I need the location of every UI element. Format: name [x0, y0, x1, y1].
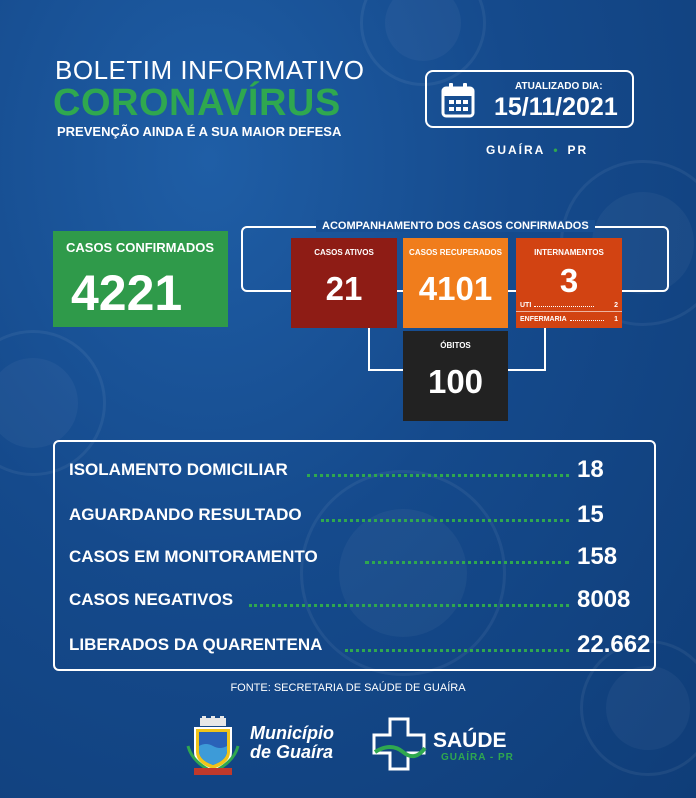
- stat-row: [69, 586, 640, 612]
- stat-row: [69, 631, 651, 658]
- stat-value: 15: [577, 501, 604, 528]
- active-cases-card: [291, 238, 397, 328]
- health-logo-subtitle: GUAÍRA - PR: [441, 752, 514, 763]
- stat-row: [69, 456, 640, 482]
- stat-value: 22.662: [577, 631, 651, 658]
- location: [486, 143, 588, 157]
- city-name: GUAÍRA: [486, 143, 546, 157]
- stat-label: ISOLAMENTO DOMICILIAR: [69, 460, 288, 479]
- stat-label: LIBERADOS DA QUARENTENA: [69, 635, 323, 654]
- ward-label: ENFERMARIA: [520, 316, 567, 323]
- stat-row: [69, 543, 640, 569]
- hospitalized-card: [516, 238, 622, 328]
- stat-dots: [321, 519, 569, 522]
- active-value: 21: [325, 270, 363, 307]
- municipality-line1: Município: [250, 723, 334, 743]
- bulletin-title: BOLETIM INFORMATIVO: [55, 55, 365, 85]
- active-label: CASOS ATIVOS: [314, 248, 374, 257]
- hospitalized-divider: [516, 311, 622, 312]
- state-name: PR: [567, 143, 589, 157]
- municipality-logo-text: [250, 724, 334, 762]
- deaths-card: [403, 331, 508, 421]
- health-cross-icon: [371, 716, 427, 772]
- hospitalized-value: 3: [559, 262, 579, 299]
- confirmed-label: CASOS CONFIRMADOS: [66, 240, 215, 255]
- stat-dots: [249, 604, 569, 607]
- tracking-title: ACOMPANHAMENTO DOS CASOS CONFIRMADOS: [316, 220, 595, 232]
- update-date: 15/11/2021: [494, 93, 618, 121]
- stat-label: AGUARDANDO RESULTADO: [69, 505, 302, 524]
- recovered-cases-card: [403, 238, 508, 328]
- update-date-box: [425, 70, 634, 128]
- stat-label: CASOS EM MONITORAMENTO: [69, 547, 318, 566]
- update-label: ATUALIZADO DIA:: [515, 81, 603, 92]
- stat-dots: [365, 561, 569, 564]
- prevention-slogan: PREVENÇÃO AINDA É A SUA MAIOR DEFESA: [57, 124, 342, 139]
- health-logo-title: SAÚDE: [433, 729, 507, 752]
- confirmed-cases-card: [53, 231, 228, 327]
- source-note: FONTE: SECRETARIA DE SAÚDE DE GUAÍRA: [230, 682, 466, 694]
- stat-dots: [307, 474, 569, 477]
- hospitalized-label: INTERNAMENTOS: [534, 248, 604, 257]
- stats-panel: [53, 440, 656, 671]
- uti-row: [520, 302, 618, 309]
- uti-value: 2: [614, 302, 618, 309]
- stat-value: 8008: [577, 586, 631, 613]
- recovered-label: CASOS RECUPERADOS: [409, 248, 502, 257]
- deaths-value: 100: [427, 363, 484, 400]
- stat-row: [69, 501, 640, 527]
- deaths-label: ÓBITOS: [440, 341, 471, 350]
- municipality-crest-logo: [186, 716, 240, 776]
- uti-label: UTI: [520, 302, 532, 309]
- coronavirus-title: CORONAVÍRUS: [53, 82, 341, 124]
- stat-value: 158: [577, 543, 618, 570]
- municipality-line2: de Guaíra: [250, 742, 334, 762]
- calendar-icon: [441, 82, 475, 118]
- ward-row: [520, 316, 618, 323]
- recovered-value: 4101: [418, 270, 493, 307]
- stat-dots: [345, 649, 569, 652]
- stat-value: 18: [577, 456, 604, 483]
- ward-value: 1: [614, 316, 618, 323]
- confirmed-value: 4221: [71, 265, 183, 321]
- stat-label: CASOS NEGATIVOS: [69, 590, 234, 609]
- location-separator: •: [553, 143, 560, 157]
